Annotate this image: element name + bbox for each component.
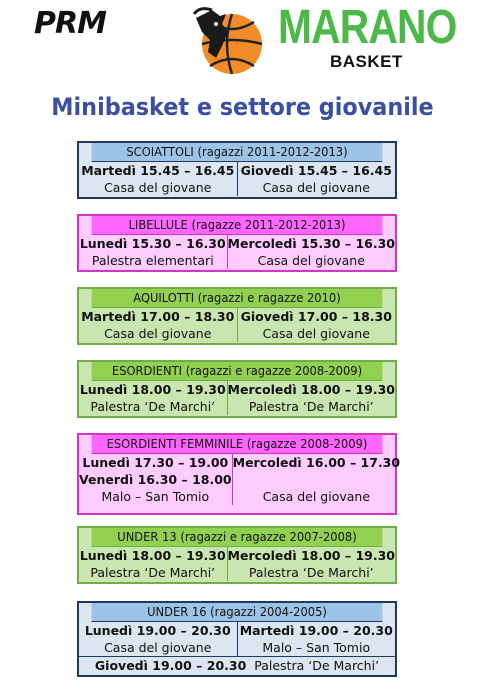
schedule-box xyxy=(77,433,401,515)
session-place: Palestra ‘De Marchi’ xyxy=(90,399,216,414)
session-time: Martedì 17.00 – 18.30 xyxy=(81,309,235,324)
schedule-row xyxy=(79,454,401,505)
session-place: Casa del giovane xyxy=(104,180,212,195)
prm-logo-text: PRM xyxy=(34,6,106,41)
basket-logo-word: BASKET xyxy=(330,52,403,71)
schedule-row xyxy=(79,162,395,196)
session-place: Casa del giovane xyxy=(262,489,371,504)
schedule-row xyxy=(79,622,395,656)
schedule-row xyxy=(79,547,395,581)
session-time: Mercoledì 16.00 – 17.30 xyxy=(232,455,401,470)
schedule-cell-right xyxy=(227,547,395,581)
schedule-cell-right xyxy=(237,308,396,342)
session-time: Lunedì 17.30 – 19.00 xyxy=(82,455,229,470)
session-place: Palestra ‘De Marchi’ xyxy=(90,565,216,580)
schedule-cell-left xyxy=(79,547,227,581)
schedule-cell-left xyxy=(79,622,237,656)
schedule-row xyxy=(79,235,395,269)
session-time: Lunedì 19.00 – 20.30 xyxy=(84,623,231,638)
schedule-cell-left xyxy=(79,162,237,196)
schedule-cell-right xyxy=(237,622,396,656)
schedule-cell-left xyxy=(79,381,227,415)
page-header xyxy=(0,0,485,90)
session-time: Venerdì 16.30 – 18.00 xyxy=(79,472,232,487)
session-time: Martedì 15.45 – 16.45 xyxy=(81,163,235,178)
schedule-extra-row xyxy=(79,656,395,674)
session-place: Casa del giovane xyxy=(104,640,212,655)
schedule-box xyxy=(77,287,397,345)
schedule-box xyxy=(77,214,397,272)
group-title: UNDER 16 (ragazzi 2004-2005) xyxy=(92,603,383,622)
schedule-cell-left xyxy=(79,308,237,342)
session-place: Malo – San Tomio xyxy=(101,489,210,504)
group-title: UNDER 13 (ragazzi e ragazze 2007-2008) xyxy=(92,528,383,547)
session-time: Giovedì 17.00 – 18.30 xyxy=(240,309,392,324)
group-title: SCOIATTOLI (ragazzi 2011-2012-2013) xyxy=(92,143,383,162)
page-title: Minibasket e settore giovanile xyxy=(51,93,434,121)
schedule-box xyxy=(77,360,397,418)
schedule-cell-right xyxy=(227,381,395,415)
group-title: ESORDIENTI (ragazzi e ragazze 2008-2009) xyxy=(92,362,383,381)
group-title: ESORDIENTI FEMMINILE (ragazze 2008-2009) xyxy=(92,435,383,454)
session-time: Mercoledì 18.00 – 19.30 xyxy=(227,548,395,563)
session-time: Martedì 19.00 – 20.30 xyxy=(239,623,393,638)
session-time: Giovedì 15.45 – 16.45 xyxy=(240,163,392,178)
session-place: Casa del giovane xyxy=(262,180,370,195)
session-time: Mercoledì 18.00 – 19.30 xyxy=(227,382,395,397)
schedule-cell-right xyxy=(237,162,396,196)
schedule-box xyxy=(77,526,397,584)
session-place: Palestra ‘De Marchi’ xyxy=(248,399,374,414)
session-time: Lunedì 18.00 – 19.30 xyxy=(79,548,226,563)
session-time: Giovedì 19.00 – 20.30 xyxy=(94,658,247,673)
group-title: LIBELLULE (ragazze 2011-2012-2013) xyxy=(92,216,383,235)
session-place: Casa del giovane xyxy=(104,326,212,341)
schedule-row xyxy=(79,308,395,342)
marano-logo-word: MARANO xyxy=(278,1,457,54)
session-place: Palestra ‘De Marchi’ xyxy=(254,658,380,673)
session-time: Lunedì 15.30 – 16.30 xyxy=(79,236,226,251)
schedule-cell-right xyxy=(232,454,400,505)
session-time: Mercoledì 15.30 – 16.30 xyxy=(227,236,395,251)
schedule-cell-right xyxy=(227,235,395,269)
basketball-goat-logo-icon xyxy=(192,6,264,78)
session-place: Palestra elementari xyxy=(91,253,214,268)
prm-logo xyxy=(34,6,129,44)
session-place: Casa del giovane xyxy=(262,326,370,341)
session-time: Lunedì 18.00 – 19.30 xyxy=(79,382,226,397)
session-place: Casa del giovane xyxy=(257,253,365,268)
session-place: Palestra ‘De Marchi’ xyxy=(248,565,374,580)
schedule-box xyxy=(77,141,397,199)
schedule-cell-left xyxy=(79,235,227,269)
schedule-row xyxy=(79,381,395,415)
session-place: Malo – San Tomio xyxy=(262,640,371,655)
marano-basket-logo xyxy=(278,1,457,72)
schedule-box xyxy=(77,601,397,677)
group-title: AQUILOTTI (ragazzi e ragazze 2010) xyxy=(92,289,383,308)
schedule-cell-left xyxy=(79,454,232,505)
